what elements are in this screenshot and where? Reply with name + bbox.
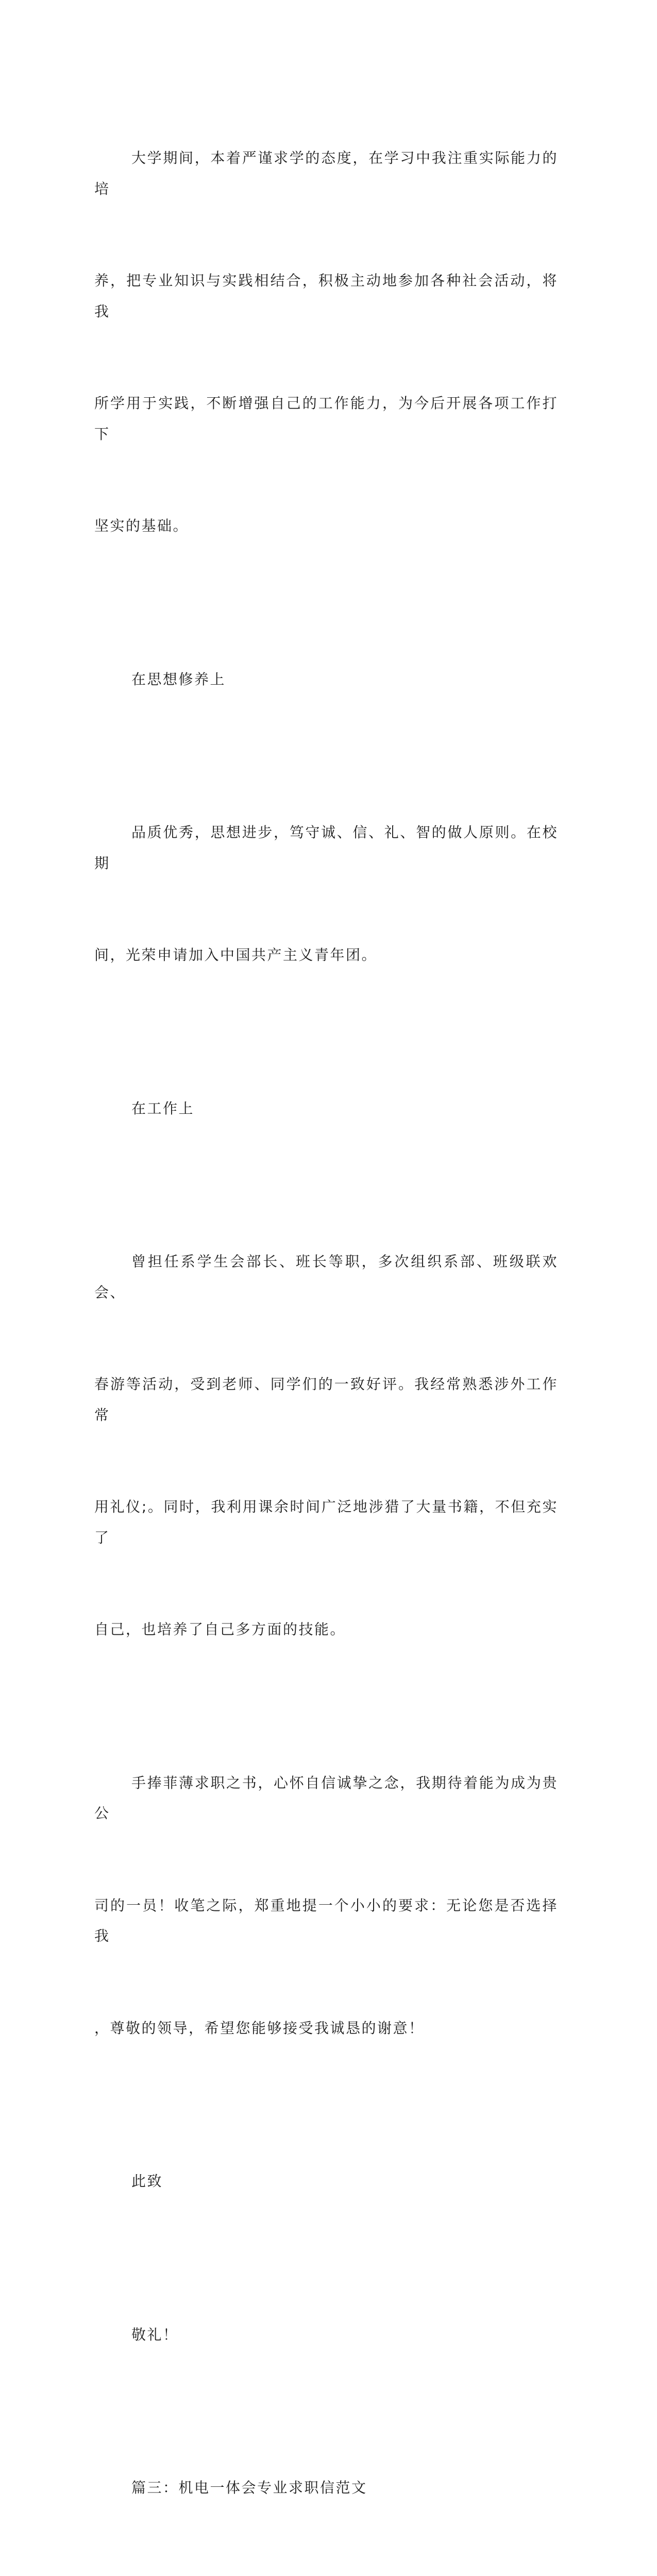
document-body [94, 81, 558, 2576]
text-line: 品质优秀，思想进步，笃守诚、信、礼、智的做人原则。在校期 [94, 817, 558, 878]
greeting-recipient [94, 2565, 558, 2576]
text-line: 手捧菲薄求职之书，心怀自信诚挚之念，我期待着能为成为贵公 [94, 1768, 558, 1829]
text-line: 自己，也培养了自己多方面的技能。 [94, 1614, 558, 1645]
text-line: ，尊敬的领导，希望您能够接受我诚恳的谢意！ [94, 2013, 558, 2044]
salutation-jingli [94, 2258, 558, 2412]
heading-ideology [94, 603, 558, 756]
salutation-cizhi [94, 2105, 558, 2258]
text-line: 用礼仪;。同时，我利用课余时间广泛地涉猎了大量书籍，不但充实了 [94, 1492, 558, 1553]
text-line: 司的一员！收笔之际，郑重地提一个小小的要求：无论您是否选择我 [94, 1890, 558, 1952]
document-page [0, 0, 657, 850]
paragraph-study [94, 81, 558, 603]
text-line: 养，把专业知识与实践相结合，积极主动地参加各种社会活动，将我 [94, 265, 558, 327]
paragraph-work [94, 1185, 558, 1706]
text-line: 所学用于实践，不断增强自己的工作能力，为今后开展各项工作打下 [94, 388, 558, 449]
text-line: 在思想修养上 [94, 664, 558, 695]
paragraph-ideology [94, 756, 558, 1032]
text-line: 曾担任系学生会部长、班长等职，多次组织系部、班级联欢会、 [94, 1246, 558, 1308]
text-line: 春游等活动，受到老师、同学们的一致好评。我经常熟悉涉外工作常 [94, 1369, 558, 1430]
text-line: 坚实的基础。 [94, 511, 558, 541]
text-line: 敬礼！ [94, 2319, 558, 2350]
text-line: 间，光荣申请加入中国共产主义青年团。 [94, 940, 558, 971]
heading-work [94, 1032, 558, 1185]
paragraph-closing [94, 1706, 558, 2105]
text-line: 篇三：机电一体会专业求职信范文 [94, 2472, 558, 2503]
text-line: 此致 [94, 2166, 558, 2197]
text-line: 大学期间，本着严谨求学的态度，在学习中我注重实际能力的培 [94, 143, 558, 204]
section-title [94, 2411, 558, 2565]
text-line: 在工作上 [94, 1093, 558, 1124]
